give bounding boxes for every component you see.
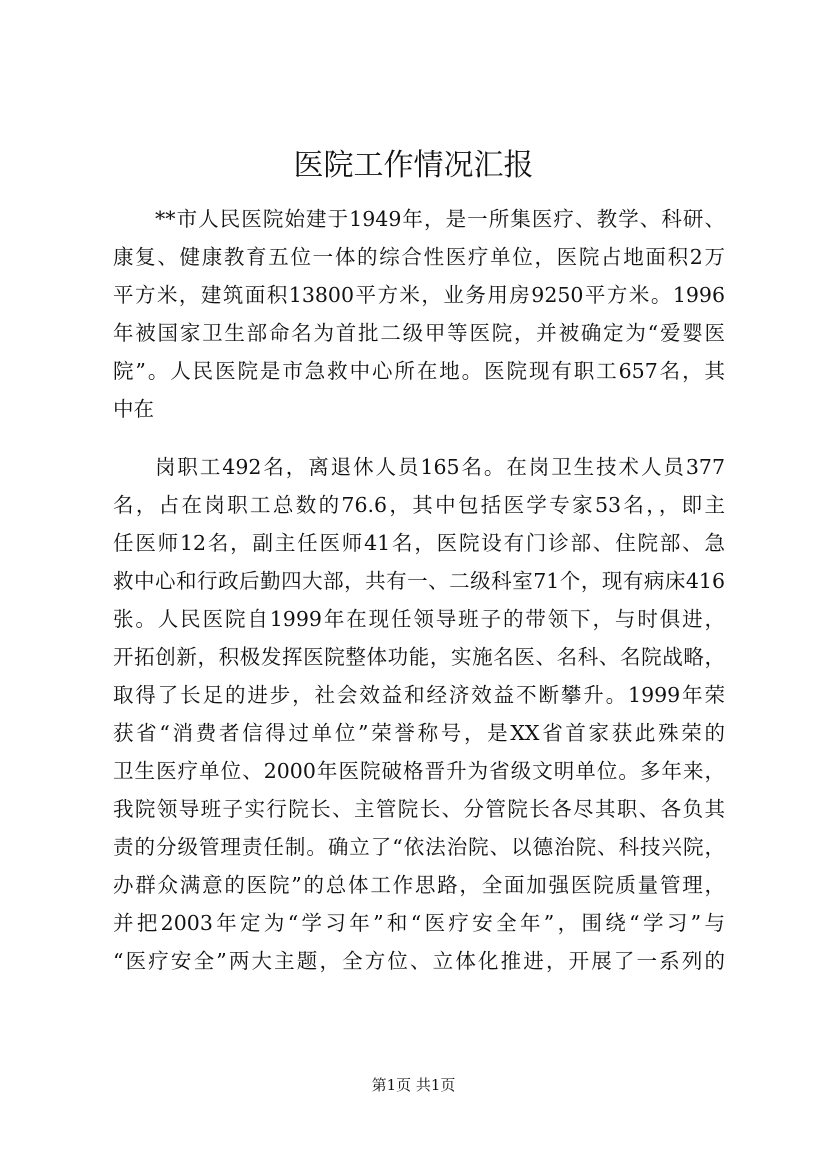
paragraph-line: 名，占在岗职工总数的76.6，其中包括医学专家53名，，即主 xyxy=(113,493,725,517)
paragraph-line: 卫生医疗单位、2000年医院破格晋升为省级文明单位。多年来， xyxy=(113,759,725,783)
document-title: 医院工作情况汇报 xyxy=(293,148,534,183)
paragraph-line: 并把2003年定为“学习年”和“医疗安全年”，围绕“学习”与 xyxy=(113,911,725,935)
paragraph-line: 救中心和行政后勤四大部，共有一、二级科室71个，现有病床416 xyxy=(113,569,725,593)
paragraph-line: 办群众满意的医院”的总体工作思路，全面加强医院质量管理， xyxy=(113,873,725,897)
paragraph-line: 获省“消费者信得过单位”荣誉称号，是XX省首家获此殊荣的 xyxy=(113,721,725,745)
page-footer: 第1页 共1页 xyxy=(371,1076,456,1094)
paragraph-line: 岗职工492名，离退休人员165名。在岗卫生技术人员377 xyxy=(155,455,725,479)
paragraph-line: 我院领导班子实行院长、主管院长、分管院长各尽其职、各负其 xyxy=(113,797,725,821)
paragraph-line: 张。人民医院自1999年在现任领导班子的带领下，与时俱进， xyxy=(113,607,725,631)
paragraph-1 xyxy=(113,200,725,428)
paragraph-line: “医疗安全”两大主题，全方位、立体化推进，开展了一系列的 xyxy=(113,949,725,973)
paragraph-line: 取得了长足的进步，社会效益和经济效益不断攀升。1999年荣 xyxy=(113,683,725,707)
paragraph-line: 平方米，建筑面积13800平方米，业务用房9250平方米。1996 xyxy=(113,283,725,307)
paragraph-line: 康复、健康教育五位一体的综合性医疗单位，医院占地面积2万 xyxy=(113,245,725,269)
paragraph-line: 开拓创新，积极发挥医院整体功能，实施名医、名科、名院战略， xyxy=(113,645,725,669)
paragraph-line: 责的分级管理责任制。确立了“依法治院、以德治院、科技兴院， xyxy=(113,835,725,859)
paragraph-line: 年被国家卫生部命名为首批二级甲等医院，并被确定为“爱婴医 xyxy=(113,321,725,345)
paragraph-line: 任医师12名，副主任医师41名，医院设有门诊部、住院部、急 xyxy=(113,531,725,555)
paragraph-line: 中在 xyxy=(113,397,154,421)
paragraph-line: 院”。人民医院是市急救中心所在地。医院现有职工657名，其 xyxy=(113,359,725,383)
paragraph-line: **市人民医院始建于1949年，是一所集医疗、教学、科研、 xyxy=(155,207,725,231)
paragraph-2 xyxy=(113,448,725,980)
